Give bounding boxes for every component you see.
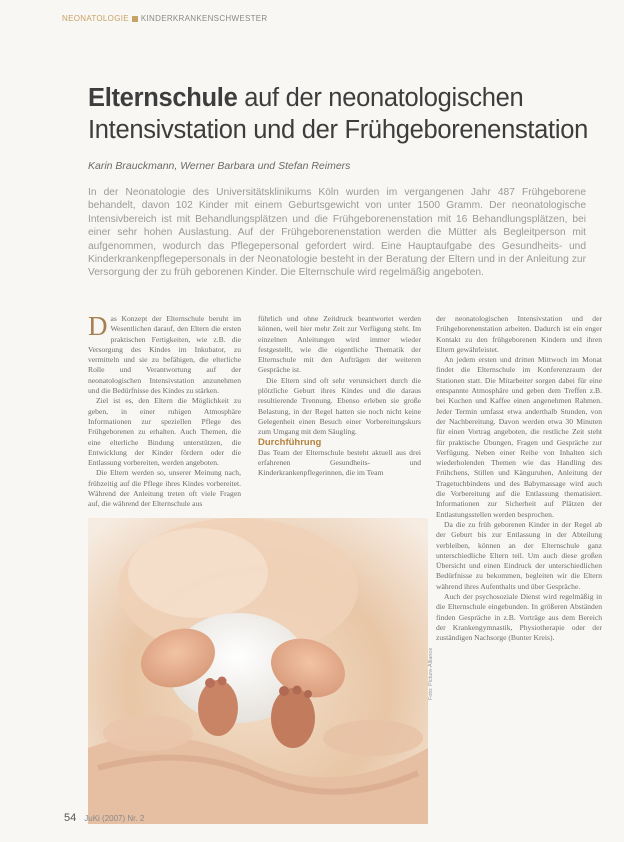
article-title [88, 82, 608, 146]
subsection-label: KINDERKRANKENSCHWESTER [140, 14, 268, 23]
title-line2: Intensivstation und der Frühgeborenenstation [88, 116, 588, 144]
col1-paragraph-3: Die Eltern werden so, unserer Meinung nach, frühzeitig auf die Pflege ihres Kindes vorbereitet. Während der Anleitung treten oft viele Fragen auf, die während der Elternschule aus [88, 468, 241, 509]
bullet-square-icon [132, 16, 138, 22]
column-1 [88, 311, 241, 510]
photo-illustration [88, 518, 428, 824]
col2-paragraph-1: führlich und ohne Zeitdruck beantwortet werden können, weil hier mehr Zeit zur Verfügung steht. Im einzelnen Anleitungen wird immer wieder festgestellt, wie die eigentliche Thematik der Elternschule mit den Aufträgen der weiteren Gespräche ist. [258, 314, 421, 375]
col1-p1-text: as Konzept der Elternschule beruht im Wesentlichen darauf, den Eltern die ersten praktischen Fertigkeiten, wie z.B. die Versorgung des Kindes im Inkubator, zu vermitteln und sie zu befähigen, die elterliche Rolle und Verantwortung auf der neonatologischen Intensivstation anzunehmen und die Bedürfnisse des Kindes zu stärken. [88, 314, 241, 396]
drop-cap: D [88, 311, 108, 341]
lead-paragraph: In der Neonatologie des Universitätsklinikums Köln wurden im vergangenen Jahr 487 Frühgeborene behandelt, davon 102 Kinder mit einem Geburtsgewicht von unter 1500 Gramm. Der neonatologische Intensivbereich ist mit Behandlungsplätzen und die Frühgeborenenstation mit 16 Behandlungsplätzen, bei einer sehr hohen Auslastung. Auf der Frühgeborenenstation werden die Mütter als Begleitperson mit aufgenommen, wodurch das Pflegepersonal gefordert wird. Eine Hauptaufgabe des Gesundheits- und Kinderkrankenpflegepersonals in der Neonatologie besteht in der Beratung der Eltern und in der Anleitung zur Versorgung der zu früh geborenen Kinder. Die Elternschule wird regelmäßig angeboten. [88, 187, 586, 279]
col2-paragraph-2: Die Eltern sind oft sehr verunsichert durch die plötzliche Geburt ihres Kindes und die daraus resultierende Trennung. Ebenso erleben sie große Belastung, in der Regel hatten sie noch nicht keine Gelegenheit einen Besuch einer Vorbereitungskurs zum Umgang mit dem Säugling. [258, 375, 421, 437]
section-label: NEONATOLOGIE [62, 14, 129, 23]
photo-credit: Foto: Picture-Alliance [428, 647, 434, 700]
page-number: 54 [64, 812, 77, 824]
column-2 [258, 314, 421, 479]
journal-issue: JuKi (2007) Nr. 2 [84, 814, 145, 823]
title-bold: Elternschule [88, 84, 238, 112]
col3-paragraph-3: Da die zu früh geborenen Kinder in der Regel ab der Geburt bis zur Entlassung in der Abteilung verbleiben, können an der Elternschule ganz unterschiedliche Eltern teil. Um auch diese großen Übersicht und einen Eindruck der unterschiedlichen Bedürfnisse zu bekommen, begleiten wir die Eltern während ihres Aufenthalts und über Gespräche. [436, 519, 602, 591]
page-footer [64, 812, 144, 824]
col3-paragraph-1: der neonatologischen Intensivstation und der Frühgeborenenstation arbeiten. Dadurch ist ein enger Kontakt zu den frühgeborenen Kindern und ihren Eltern gewährleistet. [436, 314, 602, 354]
subheading-durchfuehrung: Durchführung [258, 436, 322, 448]
col1-paragraph-1 [88, 311, 241, 396]
authors: Karin Brauckmann, Werner Barbara und Stefan Reimers [88, 160, 351, 172]
section-kicker [62, 14, 268, 23]
col1-paragraph-2: Ziel ist es, den Eltern die Möglichkeit zu geben, in einer ruhigen Atmosphäre Informationen zur speziellen Pflege des Frühgeborenen zu erhalten. Auch Themen, die eine elterliche Bindung unterstützen, die Entwicklung der Kinder fördern oder die Entlassung vorbereiten, werden angeboten. [88, 396, 241, 468]
col3-paragraph-2: An jedem ersten und dritten Mittwoch im Monat findet die Elternschule im Konferenzraum der Stationen statt. Die Mitarbeiter sorgen dabei für eine entspannte Atmosphäre und geben dem Treffen z.B. bei Kuchen und Kaffee einen angenehmen Rahmen. Jeder Termin umfasst etwa anderthalb Stunden, von der Nachbereitung. Davon werden etwa 30 Minuten für einen Vortrag angeboten, die restliche Zeit steht für praktische Übungen, Fragen und Gespräche zur Verfügung. Neben einer Reihe von Inhalten sich wiederholenden Themen wie das Handling des Frühchens, Stillen und Känguruhen, Anleitung der Tragetuchbindens und des Babymassage wird auch die Vorbereitung auf die Entlassung thematisiert. Informationen zur Sicherheit auf Plätzen der Entlastungsstellen werden besprochen. [436, 355, 602, 519]
col3-paragraph-4: Auch der psychosoziale Dienst wird regelmäßig in die Elternschule eingebunden. In größeren Abständen finden Gespräche in z.B. Vorträge aus dem Bereich der Krankengymnastik, Physiotherapie oder der zuständigen Nachsorge (Bunter Kreis). [436, 592, 602, 643]
photo-baby-feet-in-hands [88, 518, 428, 824]
column-3 [436, 314, 602, 644]
col2-paragraph-3: Das Team der Elternschule besteht aktuell aus drei erfahrenen Gesundheits- und Kinderkrankenpflegerinnen, die im Team [258, 447, 421, 478]
title-rest: auf der neonatologischen [237, 84, 524, 112]
